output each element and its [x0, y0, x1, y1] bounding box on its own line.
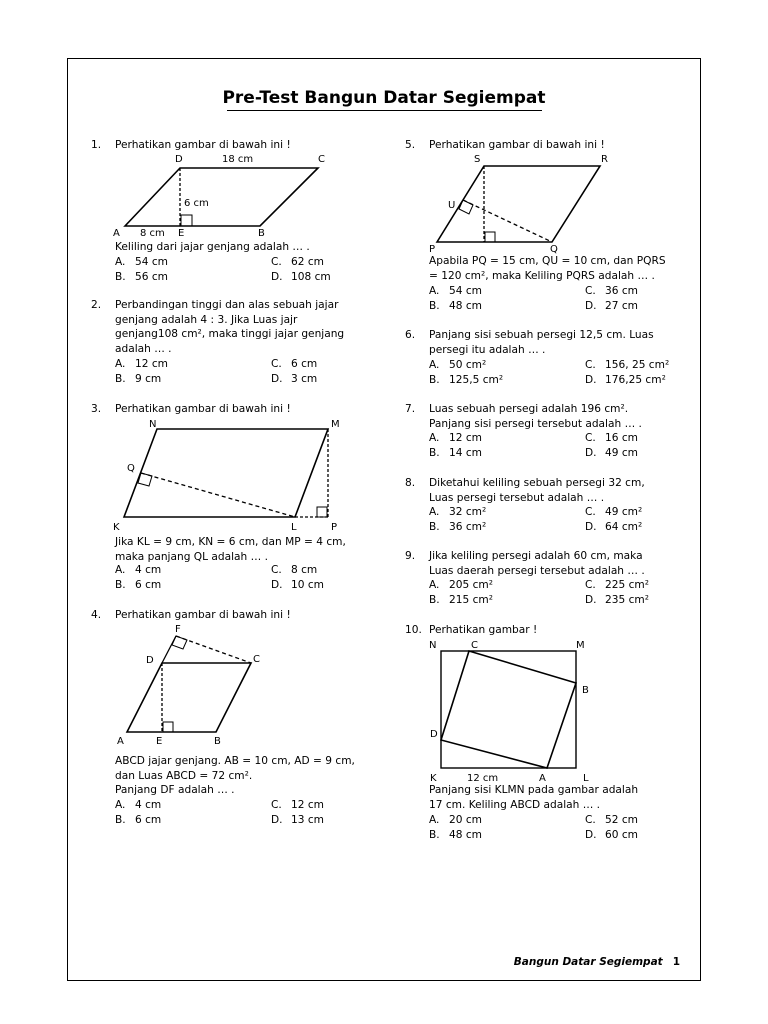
label-q: Q: [127, 463, 135, 474]
label-height: 6 cm: [184, 198, 209, 209]
question-text: Jika KL = 9 cm, KN = 6 cm, dan MP = 4 cm, maka panjang QL adalah … .: [115, 536, 346, 563]
question-text: Jika keliling persegi adalah 60 cm, maka Luas daerah persegi tersebut adalah … .: [429, 550, 645, 577]
label-r: R: [601, 154, 608, 165]
option-a[interactable]: A. 32 cm²: [429, 506, 487, 518]
option-d[interactable]: D. 235 cm²: [585, 593, 649, 606]
option-d[interactable]: D. 13 cm: [271, 813, 324, 826]
option-b[interactable]: B. 48 cm: [429, 299, 482, 312]
question-text: Perbandingan tinggi dan alas sebuah jajar genjang adalah 4 : 3. Jika Luas jajr genjang108 cm², maka tinggi jajar genjang adalah … .: [115, 299, 345, 355]
option-c[interactable]: C. 156, 25 cm²: [585, 359, 670, 371]
option-c[interactable]: C. 16 cm: [585, 432, 638, 444]
option-b[interactable]: B. 14 cm: [429, 446, 482, 459]
label-c: C: [471, 640, 478, 651]
option-d[interactable]: D. 60 cm: [585, 828, 638, 841]
option-c[interactable]: C. 36 cm: [585, 285, 638, 297]
label-ae-length: 8 cm: [140, 228, 165, 239]
options-q9: [429, 578, 725, 607]
options-q4: [115, 798, 411, 827]
label-d: D: [146, 655, 154, 666]
label-l: L: [583, 773, 589, 784]
question-number: 9.: [405, 550, 416, 562]
option-a[interactable]: A. 4 cm: [115, 799, 162, 811]
question-text: Panjang sisi sebuah persegi 12,5 cm. Luas persegi itu adalah … .: [429, 329, 654, 356]
option-a[interactable]: A. 54 cm: [429, 285, 482, 297]
option-d[interactable]: D. 3 cm: [271, 372, 318, 385]
question-text: Keliling dari jajar genjang adalah … .: [115, 241, 310, 253]
options-q5: [429, 284, 725, 313]
label-n: N: [149, 419, 157, 430]
options-q1: [115, 255, 411, 284]
question-text: Apabila PQ = 15 cm, QU = 10 cm, dan PQRS = 120 cm², maka Keliling PQRS adalah … .: [429, 255, 666, 282]
label-n: N: [429, 640, 437, 651]
option-c[interactable]: C. 225 cm²: [585, 579, 649, 591]
label-b: B: [258, 228, 265, 239]
label-m: M: [576, 640, 585, 651]
options-q2: [115, 357, 411, 386]
label-b: B: [214, 736, 221, 747]
question-number: 5.: [405, 139, 416, 151]
question-text: ABCD jajar genjang. AB = 10 cm, AD = 9 cm, dan Luas ABCD = 72 cm². Panjang DF adalah … .: [115, 755, 355, 797]
label-d: D: [430, 729, 438, 740]
option-c[interactable]: C. 49 cm²: [585, 506, 643, 518]
option-d[interactable]: D. 49 cm: [585, 446, 638, 459]
option-a[interactable]: A. 12 cm: [429, 432, 482, 444]
label-c: C: [253, 654, 260, 665]
option-b[interactable]: B. 6 cm: [115, 813, 162, 826]
question-text: Perhatikan gambar di bawah ini !: [115, 403, 291, 415]
option-c[interactable]: C. 62 cm: [271, 256, 324, 268]
question-text: Perhatikan gambar di bawah ini !: [429, 139, 605, 151]
question-text: Perhatikan gambar di bawah ini !: [115, 609, 291, 621]
label-p: P: [429, 244, 436, 255]
question-text: Diketahui keliling sebuah persegi 32 cm, Luas persegi tersebut adalah … .: [429, 477, 645, 504]
options-q3: [115, 563, 411, 592]
label-a: A: [117, 736, 124, 747]
question-number: 1.: [91, 139, 102, 151]
option-a[interactable]: A. 20 cm: [429, 814, 482, 826]
option-d[interactable]: D. 10 cm: [271, 578, 324, 591]
label-e: E: [178, 228, 185, 239]
option-a[interactable]: A. 50 cm²: [429, 359, 487, 371]
label-k: K: [113, 522, 120, 533]
option-b[interactable]: B. 56 cm: [115, 270, 168, 283]
question-text: Perhatikan gambar di bawah ini !: [115, 139, 291, 151]
option-b[interactable]: B. 36 cm²: [429, 520, 487, 533]
page-title: Pre-Test Bangun Datar Segiempat: [222, 88, 546, 108]
option-c[interactable]: C. 52 cm: [585, 814, 638, 826]
label-p: P: [331, 522, 338, 533]
footer-label: Bangun Datar Segiempat: [513, 956, 663, 968]
label-c: C: [318, 154, 325, 165]
option-a[interactable]: A. 205 cm²: [429, 579, 493, 591]
question-text: Perhatikan gambar !: [429, 624, 538, 636]
option-a[interactable]: A. 12 cm: [115, 358, 168, 370]
label-ka-length: 12 cm: [467, 773, 499, 784]
label-a: A: [539, 773, 546, 784]
option-d[interactable]: D. 176,25 cm²: [585, 373, 666, 386]
option-b[interactable]: B. 48 cm: [429, 828, 482, 841]
label-f: F: [175, 624, 181, 635]
label-b: B: [582, 685, 589, 696]
label-l: L: [291, 522, 297, 533]
question-number: 2.: [91, 299, 102, 311]
options-q6: [429, 358, 725, 387]
question-number: 7.: [405, 403, 416, 415]
label-m: M: [331, 419, 340, 430]
question-number: 8.: [405, 477, 416, 489]
label-s: S: [474, 154, 481, 165]
question-number: 4.: [91, 609, 102, 621]
options-q8: [429, 505, 725, 534]
label-q: Q: [550, 244, 558, 255]
option-b[interactable]: B. 6 cm: [115, 578, 162, 591]
options-q7: [429, 431, 725, 460]
option-c[interactable]: C. 8 cm: [271, 564, 318, 576]
option-d[interactable]: D. 108 cm: [271, 270, 331, 283]
option-b[interactable]: B. 9 cm: [115, 372, 162, 385]
option-b[interactable]: B. 125,5 cm²: [429, 373, 504, 386]
option-a[interactable]: A. 54 cm: [115, 256, 168, 268]
label-d: D: [175, 154, 183, 165]
question-number: 6.: [405, 329, 416, 341]
title-underline: [227, 110, 542, 111]
option-c[interactable]: C. 12 cm: [271, 799, 324, 811]
page-number: 1: [672, 956, 680, 968]
label-a: A: [113, 228, 120, 239]
label-top-length: 18 cm: [222, 154, 254, 165]
option-a[interactable]: A. 4 cm: [115, 564, 162, 576]
question-text: Luas sebuah persegi adalah 196 cm². Panjang sisi persegi tersebut adalah … .: [429, 403, 642, 430]
option-d[interactable]: D. 64 cm²: [585, 520, 643, 533]
option-c[interactable]: C. 6 cm: [271, 358, 318, 370]
options-q10: [429, 813, 725, 842]
question-text: Panjang sisi KLMN pada gambar adalah 17 cm. Keliling ABCD adalah … .: [429, 784, 639, 811]
page-footer: [514, 956, 680, 968]
label-e: E: [156, 736, 163, 747]
option-b[interactable]: B. 215 cm²: [429, 593, 493, 606]
option-d[interactable]: D. 27 cm: [585, 299, 638, 312]
question-number: 10.: [405, 624, 422, 636]
question-number: 3.: [91, 403, 102, 415]
label-u: U: [448, 200, 456, 211]
label-k: K: [430, 773, 437, 784]
